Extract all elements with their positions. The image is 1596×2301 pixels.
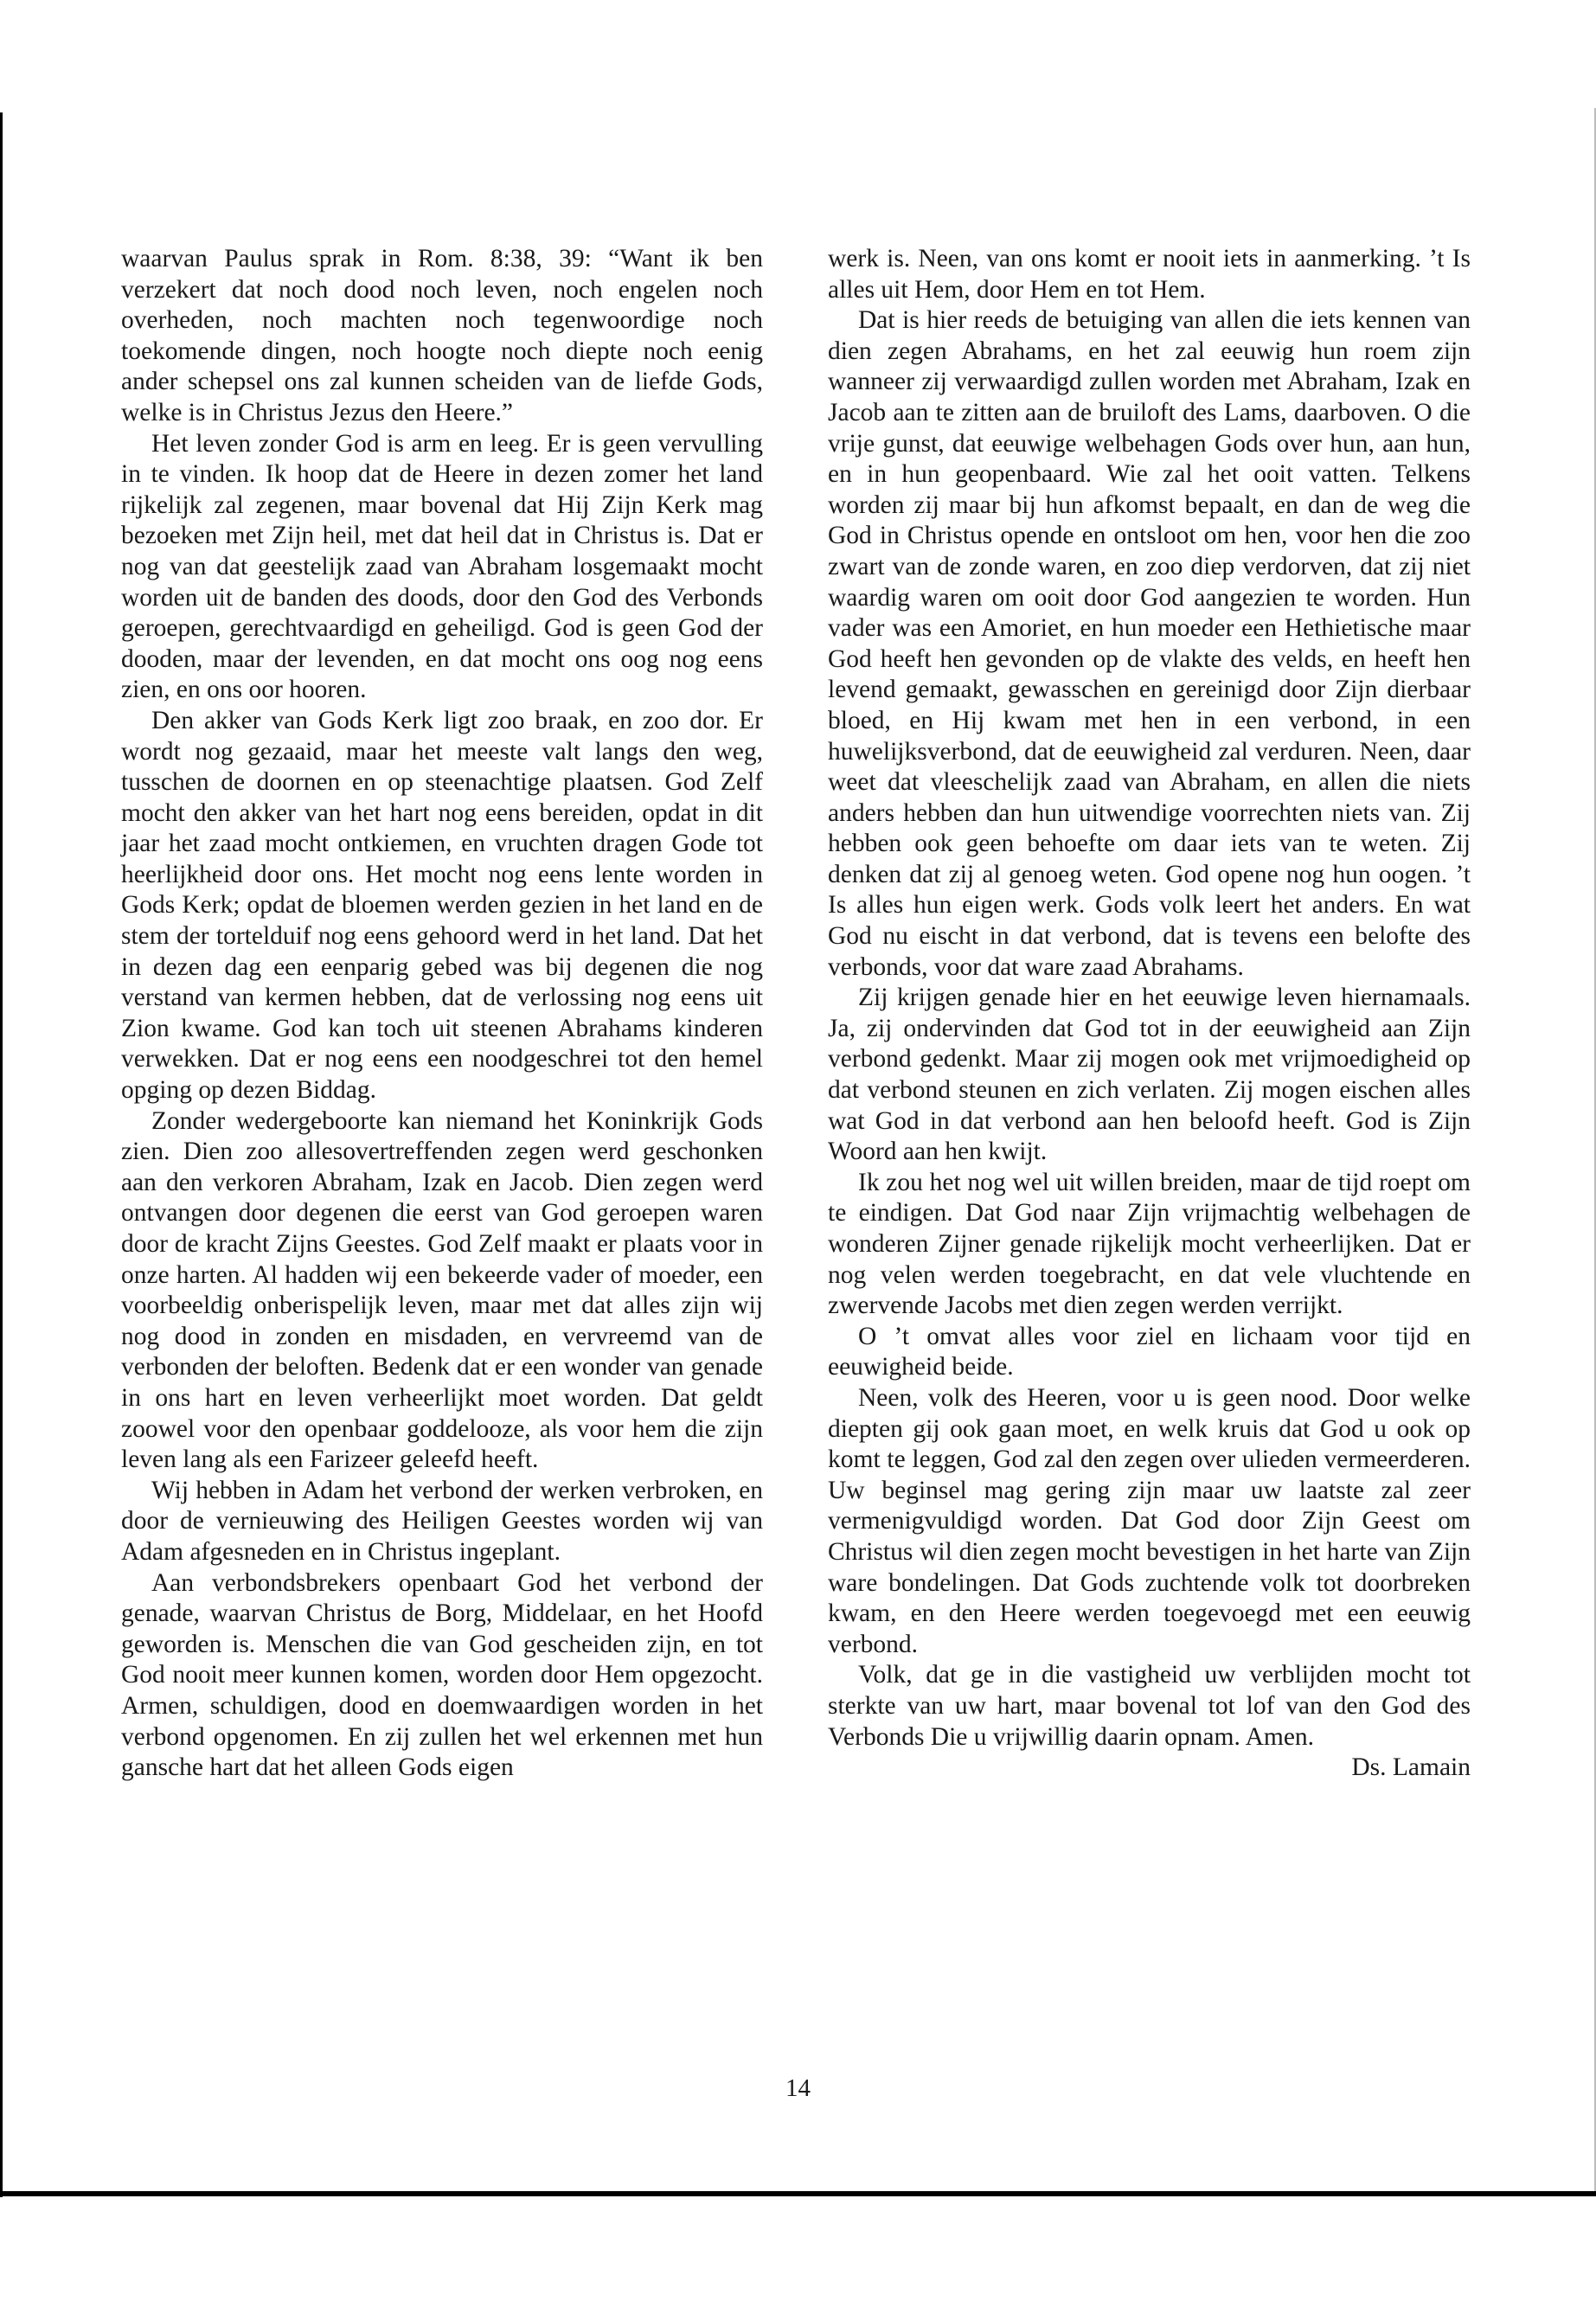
paragraph: Het leven zonder God is arm en leeg. Er is geen vervulling in te vinden. Ik hoop dat de Heere in dezen zomer het land rijkelijk zal zegenen, maar bovenal dat Hij Zijn Kerk mag bezoeken met Zijn heil, met dat heil dat in Christus is. Dat er nog van dat geestelijk zaad van Abraham losgemaakt mocht worden uit de banden des doods, door den God des Verbonds geroepen, gerechtvaardigd en geheiligd. God is geen God der dooden, maar der levenden, en dat mocht ons oog nog eens zien, en ons oor hooren. (121, 429, 763, 704)
paragraph: Zonder wedergeboorte kan niemand het Koninkrijk Gods zien. Dien zoo allesovertreffenden zegen werd geschonken aan den verkoren Abraham, Izak en Jacob. Dien zegen werd ontvangen door degenen die eerst van God geroepen waren door de kracht Zijns Geestes. God Zelf maakt er plaats voor in onze harten. Al hadden wij een bekeerde vader of moeder, een voorbeeldig onberispelijk leven, maar met dat alles zijn wij nog dood in zonden en misdaden, en vervreemd van de verbonden der beloften. Bedenk dat er een wonder van genade in ons hart en leven verheerlijkt moet worden. Dat geldt zoowel voor den openbaar goddelooze, als voor hem die zijn leven lang als een Farizeer geleefd heeft. (121, 1106, 763, 1474)
paragraph: Ik zou het nog wel uit willen breiden, maar de tijd roept om te eindigen. Dat God naar Zijn vrijmachtig welbehagen de wonderen Zijner genade rijkelijk mocht verheerlijken. Dat er nog velen werden toegebracht, en dat vele vluchtende en zwervende Jacobs met dien zegen werden verrijkt. (828, 1168, 1471, 1320)
paragraph: werk is. Neen, van ons komt er nooit iets in aanmerking. ’t Is alles uit Hem, door Hem en tot Hem. (828, 245, 1471, 304)
page-number: 14 (785, 2074, 811, 2102)
paragraph: Dat is hier reeds de betuiging van allen die iets kennen van dien zegen Abrahams, en het zal eeuwig hun roem zijn wanneer zij verwaardigd zullen worden met Abraham, Izak en Jacob aan te zitten aan de bruiloft des Lams, daarboven. O die vrije gunst, dat eeuwige welbehagen Gods over hun, aan hun, en in hun geopenbaard. Wie zal het ooit vatten. Telkens worden zij maar bij hun afkomst bepaalt, en dan de weg die God in Christus opende en ontsloot om hen, voor hen die zoo zwart van de zonde waren, en zoo diep verdorven, dat zij niet waardig waren om ooit door God aangezien te worden. Hun vader was een Amoriet, en hun moeder een Hethietische maar God heeft hen gevonden op de vlakte des velds, en heeft hen levend gemaakt, gewasschen en gereinigd door Zijn dierbaar bloed, en Hij kwam met hen in een verbond, in een huwelijksverbond, dat de eeuwigheid zal verduren. Neen, daar weet dat vleeschelijk zaad van Abraham, en allen die niets anders hebben dan hun uitwendige voorrechten niets van. Zij hebben ook geen behoefte om daar iets van te weten. Zij denken dat zij al genoeg weten. God opene nog hun oogen. ’t Is alles hun eigen werk. Gods volk leert het anders. En wat God nu eischt in dat verbond, dat is tevens een belofte des verbonds, voor dat ware zaad Abrahams. (828, 306, 1471, 981)
scan-border-bottom (0, 2191, 1596, 2196)
paragraph: Wij hebben in Adam het verbond der werken verbroken, en door de vernieuwing des Heiligen Geestes worden wij van Adam afgesneden en in Christus ingeplant. (121, 1476, 763, 1566)
left-column (121, 244, 763, 1784)
paragraph: Volk, dat ge in die vastigheid uw verblijden mocht tot sterkte van uw hart, maar bovenal tot lof van den God des Verbonds Die u vrijwillig daarin opnam. Amen. (828, 1661, 1471, 1751)
paragraph: Zij krijgen genade hier en het eeuwige leven hiernamaals. Ja, zij ondervinden dat God tot in der eeuwigheid aan Zijn verbond gedenkt. Maar zij mogen ook met vrijmoedigheid op dat verbond steunen en zich verlaten. Zij mogen eischen alles wat God in dat verbond aan hen beloofd heeft. God is Zijn Woord aan hen kwijt. (828, 984, 1471, 1166)
author-signature: Ds. Lamain (1351, 1753, 1471, 1782)
paragraph: O ’t omvat alles voor ziel en lichaam voor tijd en eeuwigheid beide. (828, 1322, 1471, 1381)
paragraph: Neen, volk des Heeren, voor u is geen nood. Door welke diepten gij ook gaan moet, en welk kruis dat God u ook op komt te leggen, God zal den zegen over ulieden vermeerderen. Uw beginsel mag gering zijn maar uw laatste zal zeer vermenigvuldigd worden. Dat God door Zijn Geest om Christus wil dien zegen mocht bevestigen in het harte van Zijn ware bondelingen. Dat Gods zuchtende volk tot doorbreken kwam, en den Heere werden toegevoegd met een eeuwig verbond. (828, 1383, 1471, 1658)
paragraph: waarvan Paulus sprak in Rom. 8:38, 39: “Want ik ben verzekert dat noch dood noch leven, noch engelen noch overheden, noch machten noch tegenwoordige noch toekomende dingen, noch hoogte noch diepte noch eenig ander schepsel ons zal kunnen scheiden van de liefde Gods, welke is in Christus Jezus den Heere.” (121, 245, 763, 426)
scan-border-left (0, 112, 3, 2197)
paragraph: Aan verbondsbrekers openbaart God het verbond der genade, waarvan Christus de Borg, Middelaar, en het Hoofd geworden is. Menschen die van God gescheiden zijn, en tot God nooit meer kunnen komen, worden door Hem opgezocht. Armen, schuldigen, dood en doemwaardigen worden in het verbond opgenomen. En zij zullen het wel erkennen met hun gansche hart dat het alleen Gods eigen (121, 1568, 763, 1782)
right-column (828, 244, 1471, 1784)
paragraph: Den akker van Gods Kerk ligt zoo braak, en zoo dor. Er wordt nog gezaaid, maar het meeste valt langs den weg, tusschen de doornen en op steenachtige plaatsen. God Zelf mocht den akker van het hart nog eens bereiden, opdat in dit jaar het zaad mocht ontkiemen, en vruchten dragen Gode tot heerlijkheid door ons. Het mocht nog eens lente worden in Gods Kerk; opdat de bloemen werden gezien in het land en de stem der tortelduif nog eens gehoord werd in het land. Dat het in dezen dag een eenparig gebed was bij degenen die nog verstand van kermen hebben, dat de verlossing nog eens uit Zion kwame. God kan toch uit steenen Abrahams kinderen verwekken. Dat er nog eens een noodgeschrei tot den hemel opging op dezen Biddag. (121, 706, 763, 1105)
